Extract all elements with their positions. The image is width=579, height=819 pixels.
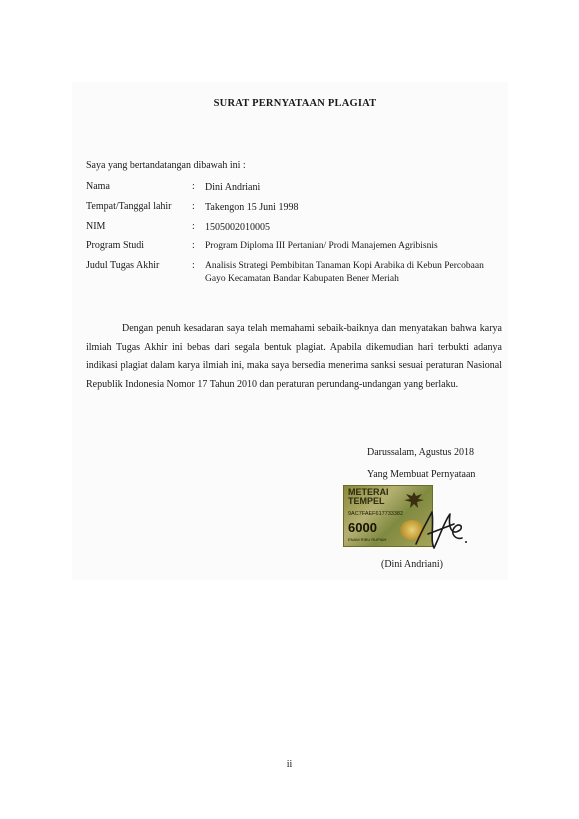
field-value: 1505002010005 bbox=[205, 222, 270, 233]
field-row-nama bbox=[86, 181, 506, 195]
field-colon: : bbox=[192, 181, 195, 192]
stamp-heading bbox=[348, 488, 389, 506]
field-row-ttl bbox=[86, 201, 506, 215]
field-label: Judul Tugas Akhir bbox=[86, 260, 160, 271]
maker-label: Yang Membuat Pernyataan bbox=[367, 469, 476, 480]
field-label: NIM bbox=[86, 221, 106, 232]
place-date: Darussalam, Agustus 2018 bbox=[367, 447, 474, 458]
field-label: Tempat/Tanggal lahir bbox=[86, 201, 172, 212]
field-colon: : bbox=[192, 221, 195, 232]
statement-paragraph: Dengan penuh kesadaran saya telah memahami sebaik-baiknya dan menyatakan bahwa karya ilmiah Tugas Akhir ini bebas dari segala bentuk plagiat. Apabila dikemudian hari terbukti adanya indikasi plagiat dalam karya ilmiah ini, maka saya bersedia menerima sanksi sesuai peraturan Nasional Republik Indonesia Nomor 17 Tahun 2010 dan peraturan perundang-undangan yang berlaku. bbox=[86, 323, 502, 390]
field-colon: : bbox=[192, 240, 195, 251]
document-title: SURAT PERNYATAAN PLAGIAT bbox=[213, 98, 377, 109]
stamp-line2: TEMPEL bbox=[348, 496, 385, 506]
field-label: Nama bbox=[86, 181, 110, 192]
field-value: Dini Andriani bbox=[205, 182, 261, 193]
signature bbox=[410, 500, 470, 560]
field-row-nim bbox=[86, 221, 506, 235]
field-value: Takengon 15 Juni 1998 bbox=[205, 202, 299, 213]
field-value: Program Diploma III Pertanian/ Prodi Manajemen Agribisnis bbox=[205, 241, 438, 251]
intro-text: Saya yang bertandatangan dibawah ini : bbox=[86, 160, 246, 171]
field-colon: : bbox=[192, 260, 195, 271]
field-value: Analisis Strategi Pembibitan Tanaman Kopi Arabika di Kebun Percobaan Gayo Kecamatan Bandar Kabupaten Bener Meriah bbox=[205, 261, 484, 284]
signer-name: (Dini Andriani) bbox=[381, 559, 443, 570]
field-label: Program Studi bbox=[86, 240, 145, 251]
field-row-judul bbox=[86, 260, 506, 290]
stamp-value: 6000 bbox=[348, 520, 377, 535]
page-number: ii bbox=[286, 759, 293, 770]
field-colon: : bbox=[192, 201, 195, 212]
stamp-code: 9AC7FAEF617733382 bbox=[348, 511, 404, 517]
field-row-prodi bbox=[86, 240, 506, 254]
stamp-value-words: ENAM RIBU RUPIAH bbox=[348, 537, 387, 542]
stamp-line1: METERAI bbox=[348, 487, 389, 497]
